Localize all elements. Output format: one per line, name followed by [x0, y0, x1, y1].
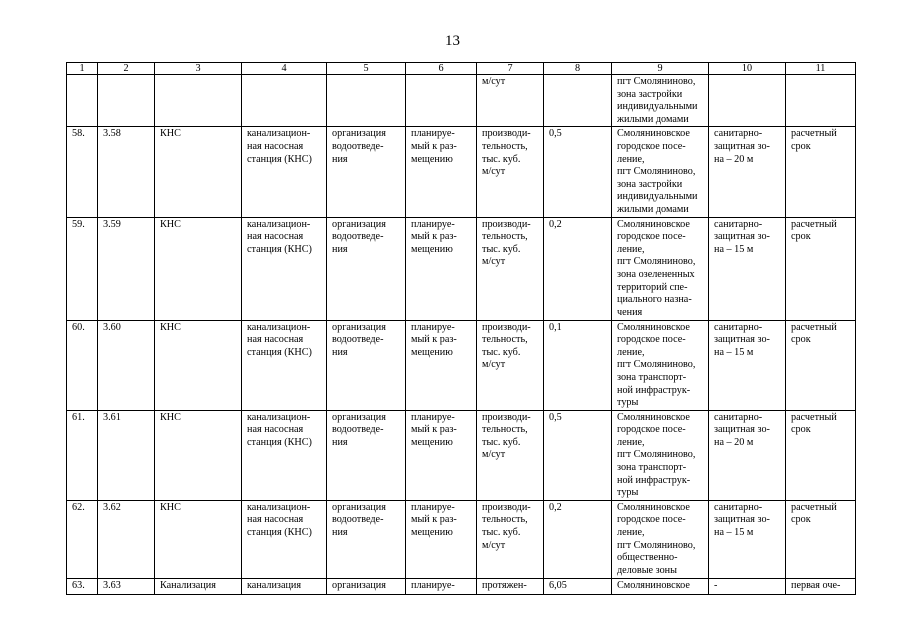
table-cell — [477, 578, 544, 594]
cell-text: санитарно- — [714, 411, 763, 423]
cell-text: тыс. куб. — [482, 527, 521, 539]
column-header: 5 — [327, 63, 406, 75]
cell-text: мый к раз- — [411, 140, 457, 152]
table-cell — [786, 410, 856, 500]
cell-text: Смоляниновское — [617, 321, 690, 333]
cell-text: санитарно- — [714, 218, 763, 230]
cell-text: туры — [617, 487, 639, 499]
table-cell — [477, 320, 544, 410]
cell-text: производи- — [482, 501, 531, 513]
cell-text: срок — [791, 140, 811, 152]
cell-text: ление, — [617, 346, 645, 358]
cell-text: 62. — [72, 501, 85, 513]
cell-text: водоотведе- — [332, 514, 384, 526]
cell-text: производи- — [482, 218, 531, 230]
table-cell — [327, 217, 406, 320]
cell-text: тельность, — [482, 140, 528, 152]
cell-text: станция (КНС) — [247, 153, 312, 165]
table-cell — [155, 578, 242, 594]
cell-text: мый к раз- — [411, 424, 457, 436]
table-cell — [242, 578, 327, 594]
column-header: 10 — [709, 63, 786, 75]
column-header: 8 — [544, 63, 612, 75]
table-cell — [786, 320, 856, 410]
header-row — [67, 63, 856, 75]
cell-text: производи- — [482, 411, 531, 423]
table-row — [67, 75, 856, 127]
table-cell — [709, 217, 786, 320]
cell-text: 6,05 — [549, 579, 567, 591]
table-cell — [477, 410, 544, 500]
cell-text: 0,5 — [549, 128, 562, 140]
cell-text: городское посе- — [617, 334, 686, 346]
table-row — [67, 500, 856, 578]
table-cell — [67, 320, 98, 410]
table-cell — [327, 500, 406, 578]
cell-text: м/сут — [482, 449, 506, 461]
cell-text: мый к раз- — [411, 334, 457, 346]
cell-text: срок — [791, 424, 811, 436]
cell-text: зона застройки — [617, 88, 683, 100]
table-cell — [709, 127, 786, 217]
cell-text: городское посе- — [617, 231, 686, 243]
cell-text: тельность, — [482, 514, 528, 526]
cell-text: мещению — [411, 346, 453, 358]
cell-text: циального назна- — [617, 294, 692, 306]
cell-text: городское посе- — [617, 514, 686, 526]
cell-text: тельность, — [482, 424, 528, 436]
cell-text: протяжен- — [482, 579, 527, 591]
table-cell — [327, 320, 406, 410]
cell-text: срок — [791, 334, 811, 346]
table-cell — [612, 127, 709, 217]
cell-text: Смоляниновское — [617, 128, 690, 140]
cell-text: водоотведе- — [332, 140, 384, 152]
table-cell — [155, 127, 242, 217]
table-cell — [709, 410, 786, 500]
cell-text: ния — [332, 346, 348, 358]
cell-text: планируе- — [411, 321, 455, 333]
table-cell — [709, 500, 786, 578]
table-cell — [477, 75, 544, 127]
cell-text: расчетный — [791, 218, 837, 230]
cell-text: 3.63 — [103, 579, 121, 591]
table-cell — [406, 410, 477, 500]
cell-text: м/сут — [482, 166, 506, 178]
cell-text: ной инфраструк- — [617, 384, 691, 396]
cell-text: Смоляниновское — [617, 218, 690, 230]
cell-text: туры — [617, 397, 639, 409]
cell-text: мещению — [411, 436, 453, 448]
table-cell — [327, 578, 406, 594]
table-cell — [327, 75, 406, 127]
table-cell — [155, 75, 242, 127]
cell-text: ная насосная — [247, 424, 304, 436]
cell-text: организация — [332, 411, 386, 423]
cell-text: ния — [332, 436, 348, 448]
cell-text: 3.58 — [103, 128, 121, 140]
table-cell — [155, 410, 242, 500]
cell-text: 0,2 — [549, 501, 562, 513]
cell-text: защитная зо- — [714, 424, 770, 436]
table-cell — [67, 75, 98, 127]
table-cell — [612, 500, 709, 578]
table-cell — [155, 500, 242, 578]
cell-text: планируе- — [411, 128, 455, 140]
cell-text: тельность, — [482, 231, 528, 243]
cell-text: первая оче- — [791, 579, 841, 591]
cell-text: срок — [791, 231, 811, 243]
cell-text: ния — [332, 153, 348, 165]
cell-text: канализацион- — [247, 128, 311, 140]
table-cell — [406, 578, 477, 594]
cell-text: мый к раз- — [411, 514, 457, 526]
cell-text: тыс. куб. — [482, 346, 521, 358]
cell-text: ление, — [617, 243, 645, 255]
table-cell — [242, 217, 327, 320]
cell-text: индивидуальными — [617, 191, 698, 203]
cell-text: канализация — [247, 579, 302, 591]
cell-text: тельность, — [482, 334, 528, 346]
table-cell — [612, 410, 709, 500]
table-cell — [786, 500, 856, 578]
cell-text: ной инфраструк- — [617, 474, 691, 486]
cell-text: тыс. куб. — [482, 436, 521, 448]
table-cell — [98, 127, 155, 217]
table-cell — [544, 75, 612, 127]
cell-text: 61. — [72, 411, 85, 423]
table-cell — [98, 410, 155, 500]
table-cell — [406, 217, 477, 320]
column-header: 6 — [406, 63, 477, 75]
cell-text: городское посе- — [617, 424, 686, 436]
cell-text: санитарно- — [714, 321, 763, 333]
table-cell — [612, 217, 709, 320]
table-cell — [242, 320, 327, 410]
cell-text: КНС — [160, 501, 181, 513]
cell-text: деловые зоны — [617, 564, 677, 576]
table-cell — [786, 578, 856, 594]
table-cell — [98, 500, 155, 578]
cell-text: водоотведе- — [332, 231, 384, 243]
cell-text: тыс. куб. — [482, 153, 521, 165]
cell-text: станция (КНС) — [247, 527, 312, 539]
cell-text: КНС — [160, 321, 181, 333]
cell-text: расчетный — [791, 321, 837, 333]
cell-text: мый к раз- — [411, 231, 457, 243]
cell-text: м/сут — [482, 256, 506, 268]
table-cell — [709, 75, 786, 127]
table-cell — [67, 500, 98, 578]
column-header: 1 — [67, 63, 98, 75]
column-header: 4 — [242, 63, 327, 75]
cell-text: ния — [332, 527, 348, 539]
cell-text: защитная зо- — [714, 231, 770, 243]
cell-text: защитная зо- — [714, 514, 770, 526]
table-cell — [67, 578, 98, 594]
table-row — [67, 578, 856, 594]
table-cell — [67, 410, 98, 500]
cell-text: на – 15 м — [714, 527, 754, 539]
cell-text: территорий спе- — [617, 281, 688, 293]
cell-text: станция (КНС) — [247, 346, 312, 358]
table-cell — [477, 500, 544, 578]
table-cell — [242, 500, 327, 578]
column-header: 11 — [786, 63, 856, 75]
cell-text: канализацион- — [247, 411, 311, 423]
page-number: 13 — [445, 33, 460, 49]
cell-text: на – 15 м — [714, 243, 754, 255]
cell-text: организация — [332, 128, 386, 140]
table-cell — [242, 127, 327, 217]
table-cell — [544, 320, 612, 410]
table-cell — [67, 127, 98, 217]
cell-text: 0,2 — [549, 218, 562, 230]
cell-text: планируе- — [411, 411, 455, 423]
cell-text: зона застройки — [617, 178, 683, 190]
cell-text: расчетный — [791, 501, 837, 513]
cell-text: защитная зо- — [714, 140, 770, 152]
cell-text: водоотведе- — [332, 424, 384, 436]
cell-text: мещению — [411, 527, 453, 539]
cell-text: пгт Смоляниново, — [617, 76, 696, 87]
cell-text: Канализация — [160, 579, 216, 591]
cell-text: 58. — [72, 128, 85, 140]
data-table — [66, 62, 856, 595]
cell-text: ление, — [617, 436, 645, 448]
cell-text: жилыми домами — [617, 203, 689, 215]
cell-text: ная насосная — [247, 140, 304, 152]
cell-text: чения — [617, 306, 643, 318]
cell-text: 3.59 — [103, 218, 121, 230]
cell-text: санитарно- — [714, 128, 763, 140]
cell-text: на – 15 м — [714, 346, 754, 358]
cell-text: индивидуальными — [617, 101, 698, 113]
cell-text: пгт Смоляниново, — [617, 256, 696, 268]
table-row — [67, 217, 856, 320]
table-cell — [544, 500, 612, 578]
cell-text: пгт Смоляниново, — [617, 359, 696, 371]
table-cell — [327, 127, 406, 217]
column-header: 7 — [477, 63, 544, 75]
cell-text: на – 20 м — [714, 436, 754, 448]
cell-text: ление, — [617, 153, 645, 165]
cell-text: водоотведе- — [332, 334, 384, 346]
table-cell — [98, 75, 155, 127]
cell-text: канализацион- — [247, 321, 311, 333]
cell-text: станция (КНС) — [247, 436, 312, 448]
cell-text: срок — [791, 514, 811, 526]
table-cell — [786, 127, 856, 217]
table-cell — [406, 75, 477, 127]
table-cell — [98, 217, 155, 320]
cell-text: канализацион- — [247, 501, 311, 513]
cell-text: м/сут — [482, 539, 506, 551]
cell-text: городское посе- — [617, 140, 686, 152]
cell-text: производи- — [482, 321, 531, 333]
cell-text: м/сут — [482, 76, 506, 87]
table-cell — [709, 320, 786, 410]
cell-text: КНС — [160, 411, 181, 423]
table-row — [67, 410, 856, 500]
table-cell — [544, 578, 612, 594]
cell-text: общественно- — [617, 552, 678, 564]
column-header: 9 — [612, 63, 709, 75]
cell-text: 3.62 — [103, 501, 121, 513]
cell-text: 60. — [72, 321, 85, 333]
table-cell — [709, 578, 786, 594]
table-cell — [786, 217, 856, 320]
cell-text: на – 20 м — [714, 153, 754, 165]
table-cell — [544, 127, 612, 217]
table-row — [67, 320, 856, 410]
table-cell — [67, 217, 98, 320]
cell-text: производи- — [482, 128, 531, 140]
cell-text: планируе- — [411, 218, 455, 230]
table-cell — [406, 127, 477, 217]
table-cell — [477, 127, 544, 217]
cell-text: 63. — [72, 579, 85, 591]
cell-text: планируе- — [411, 579, 455, 591]
table-cell — [327, 410, 406, 500]
table-cell — [612, 320, 709, 410]
cell-text: мещению — [411, 153, 453, 165]
table-cell — [98, 320, 155, 410]
cell-text: - — [714, 579, 718, 591]
cell-text: пгт Смоляниново, — [617, 539, 696, 551]
column-header: 3 — [155, 63, 242, 75]
cell-text: защитная зо- — [714, 334, 770, 346]
cell-text: м/сут — [482, 359, 506, 371]
table-cell — [155, 217, 242, 320]
cell-text: жилыми домами — [617, 113, 689, 125]
table-cell — [544, 410, 612, 500]
cell-text: КНС — [160, 218, 181, 230]
column-header: 2 — [98, 63, 155, 75]
table-cell — [406, 500, 477, 578]
table-row — [67, 127, 856, 217]
cell-text: станция (КНС) — [247, 243, 312, 255]
cell-text: 0,1 — [549, 321, 562, 333]
table-cell — [612, 578, 709, 594]
cell-text: организация — [332, 501, 386, 513]
table-cell — [612, 75, 709, 127]
table-cell — [98, 578, 155, 594]
cell-text: ния — [332, 243, 348, 255]
cell-text: Смоляниновское — [617, 579, 690, 591]
cell-text: ная насосная — [247, 231, 304, 243]
cell-text: ление, — [617, 527, 645, 539]
cell-text: зона транспорт- — [617, 462, 687, 474]
table-cell — [242, 75, 327, 127]
cell-text: Смоляниновское — [617, 411, 690, 423]
cell-text: 0,5 — [549, 411, 562, 423]
cell-text: расчетный — [791, 128, 837, 140]
cell-text: канализацион- — [247, 218, 311, 230]
cell-text: пгт Смоляниново, — [617, 449, 696, 461]
cell-text: планируе- — [411, 501, 455, 513]
table-cell — [406, 320, 477, 410]
cell-text: ная насосная — [247, 514, 304, 526]
table-cell — [477, 217, 544, 320]
cell-text: зона озелененных — [617, 268, 695, 280]
cell-text: организация — [332, 218, 386, 230]
cell-text: КНС — [160, 128, 181, 140]
table-cell — [242, 410, 327, 500]
cell-text: мещению — [411, 243, 453, 255]
cell-text: пгт Смоляниново, — [617, 166, 696, 178]
cell-text: расчетный — [791, 411, 837, 423]
cell-text: Смоляниновское — [617, 501, 690, 513]
cell-text: тыс. куб. — [482, 243, 521, 255]
cell-text: организация — [332, 579, 386, 591]
cell-text: организация — [332, 321, 386, 333]
cell-text: ная насосная — [247, 334, 304, 346]
cell-text: санитарно- — [714, 501, 763, 513]
cell-text: зона транспорт- — [617, 371, 687, 383]
cell-text: 3.60 — [103, 321, 121, 333]
table-cell — [544, 217, 612, 320]
table-cell — [155, 320, 242, 410]
cell-text: 59. — [72, 218, 85, 230]
cell-text: 3.61 — [103, 411, 121, 423]
table-cell — [786, 75, 856, 127]
